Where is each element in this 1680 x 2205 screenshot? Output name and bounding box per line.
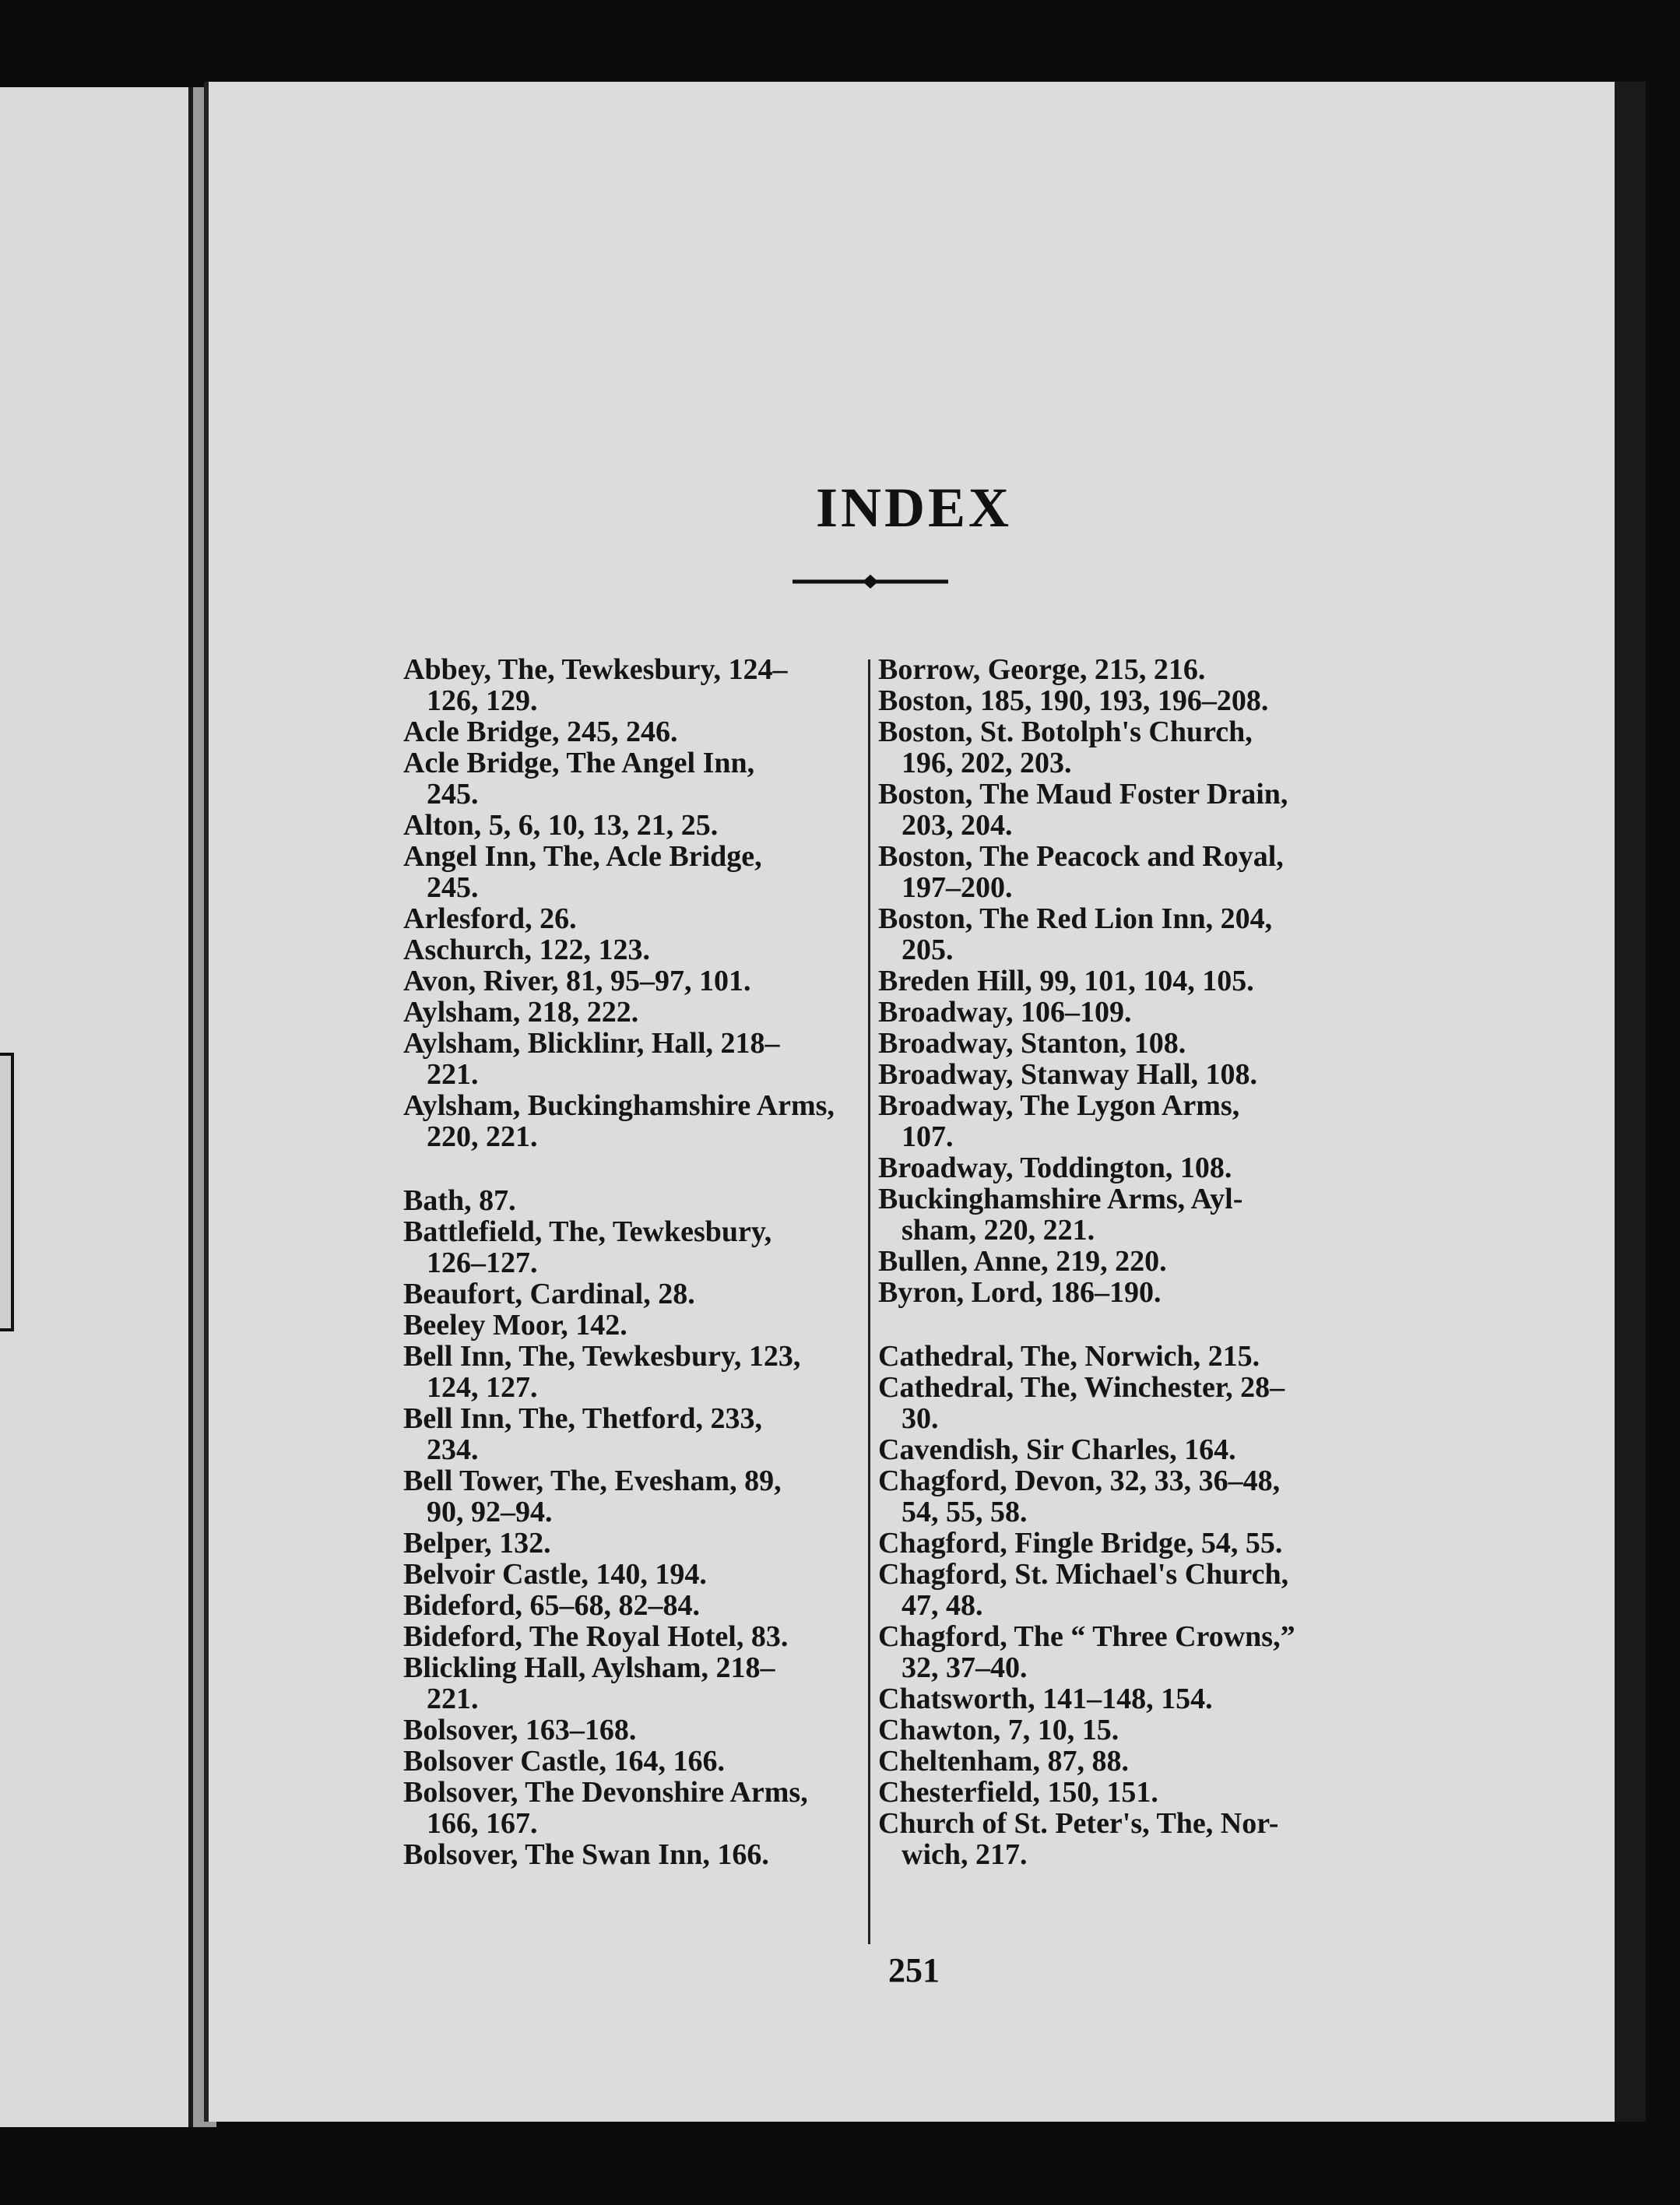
index-entry-continuation: 54, 55, 58. [902, 1496, 1028, 1528]
index-entry-text: Beeley Moor, 142. [403, 1309, 627, 1342]
index-entry [878, 997, 1345, 1028]
index-entry [403, 1559, 863, 1590]
divider-ornament-icon [793, 570, 948, 593]
index-entry-text: Chawton, 7, 10, 15. [878, 1714, 1119, 1746]
index-entry-text: Broadway, Stanton, 108. [878, 1027, 1186, 1060]
index-entry [403, 1090, 863, 1152]
index-entry-text: Chatsworth, 141–148, 154. [878, 1683, 1213, 1715]
index-entry-text: Aylsham, Buckinghamshire Arms, [403, 1089, 835, 1122]
index-entry-continuation: 126–127. [427, 1247, 538, 1279]
index-entry-text: Cheltenham, 87, 88. [878, 1745, 1129, 1778]
index-entry [878, 1683, 1345, 1714]
index-entry-text: Chagford, Devon, 32, 33, 36–48, [878, 1465, 1281, 1497]
index-entry [878, 1059, 1345, 1090]
index-entry [878, 1528, 1345, 1559]
page-number: 251 [888, 1951, 940, 1989]
index-entry-text: Bell Inn, The, Thetford, 233, [403, 1402, 763, 1435]
section-gap [878, 1308, 1345, 1341]
page-title: INDEX [815, 477, 1013, 539]
index-entry-text: Boston, St. Botolph's Church, [878, 716, 1253, 748]
index-entry-text: Boston, 185, 190, 193, 196–208. [878, 684, 1269, 717]
index-entry-text: Arlesford, 26. [403, 902, 577, 935]
index-entry [878, 1246, 1345, 1277]
index-entry [403, 903, 863, 934]
index-entry-text: Belvoir Castle, 140, 194. [403, 1558, 707, 1591]
index-entry-text: Bolsover Castle, 164, 166. [403, 1745, 726, 1778]
index-entry [878, 1434, 1345, 1465]
index-entry [878, 1714, 1345, 1746]
index-entry [878, 1372, 1345, 1434]
index-entry-text: Buckinghamshire Arms, Ayl- [878, 1183, 1243, 1215]
index-entry-continuation: 124, 127. [427, 1371, 538, 1404]
index-entry-text: Bath, 87. [403, 1184, 516, 1217]
index-entry-text: Breden Hill, 99, 101, 104, 105. [878, 965, 1254, 997]
index-page [204, 82, 1619, 2122]
index-entry-continuation: 203, 204. [902, 809, 1013, 842]
index-entry [403, 1278, 863, 1310]
index-entry-continuation: 205. [902, 934, 954, 966]
index-entry-text: Bideford, The Royal Hotel, 83. [403, 1620, 789, 1653]
index-entry [403, 1621, 863, 1652]
index-entry-text: Byron, Lord, 186–190. [878, 1276, 1162, 1309]
index-entry [403, 1777, 863, 1839]
index-entry-text: Church of St. Peter's, The, Nor- [878, 1807, 1279, 1840]
index-entry [403, 1839, 863, 1870]
index-entry-text: Blickling Hall, Aylsham, 218– [403, 1651, 775, 1684]
index-entry-continuation: 221. [427, 1683, 479, 1715]
index-entry [403, 1746, 863, 1777]
index-entry [403, 997, 863, 1028]
index-entry-continuation: 32, 37–40. [902, 1651, 1028, 1684]
index-column-right [878, 654, 1345, 1870]
index-entry-continuation: 245. [427, 871, 479, 904]
column-divider [868, 659, 870, 1944]
index-entry-continuation: 220, 221. [427, 1120, 538, 1153]
index-entry-text: Acle Bridge, The Angel Inn, [403, 747, 755, 779]
index-entry [878, 1465, 1345, 1528]
index-entry-text: Bideford, 65–68, 82–84. [403, 1589, 701, 1622]
index-entry [878, 965, 1345, 997]
index-entry [403, 1185, 863, 1216]
index-entry-text: Acle Bridge, 245, 246. [403, 716, 678, 748]
index-column-left [403, 654, 863, 1870]
index-entry-text: Broadway, 106–109. [878, 996, 1132, 1029]
index-entry [878, 1746, 1345, 1777]
index-entry-text: Bolsover, The Devonshire Arms, [403, 1776, 808, 1809]
index-entry [403, 810, 863, 841]
index-entry [403, 654, 863, 716]
index-entry-text: Bolsover, The Swan Inn, 166. [403, 1838, 769, 1871]
index-entry [403, 934, 863, 965]
index-entry [878, 1152, 1345, 1183]
index-entry-continuation: 166, 167. [427, 1807, 538, 1840]
index-entry [878, 716, 1345, 779]
page-right-edge [1615, 82, 1646, 2122]
index-entry-continuation: sham, 220, 221. [902, 1214, 1095, 1247]
index-entry-text: Boston, The Red Lion Inn, 204, [878, 902, 1273, 935]
index-entry-continuation: 196, 202, 203. [902, 747, 1072, 779]
index-entry [403, 1590, 863, 1621]
index-entry [878, 1090, 1345, 1152]
index-entry [403, 716, 863, 747]
index-entry-continuation: 234. [427, 1433, 479, 1466]
index-entry-text: Borrow, George, 215, 216. [878, 653, 1206, 686]
index-entry [403, 747, 863, 810]
index-entry-text: Bell Tower, The, Evesham, 89, [403, 1465, 782, 1497]
index-entry-text: Chesterfield, 150, 151. [878, 1776, 1158, 1809]
index-entry-continuation: 126, 129. [427, 684, 538, 717]
index-entry [403, 1216, 863, 1278]
index-entry-text: Cavendish, Sir Charles, 164. [878, 1433, 1236, 1466]
index-entry-text: Angel Inn, The, Acle Bridge, [403, 840, 762, 873]
index-entry [878, 1808, 1345, 1870]
index-entry [878, 1183, 1345, 1246]
index-entry-text: Battlefield, The, Tewkesbury, [403, 1215, 772, 1248]
index-entry [878, 1277, 1345, 1308]
index-entry [878, 1777, 1345, 1808]
index-entry-text: Broadway, The Lygon Arms, [878, 1089, 1240, 1122]
index-entry-text: Bolsover, 163–168. [403, 1714, 637, 1746]
index-entry-text: Broadway, Stanway Hall, 108. [878, 1058, 1258, 1091]
index-entry [403, 1310, 863, 1341]
index-entry-continuation: wich, 217. [902, 1838, 1028, 1871]
index-entry-text: Boston, The Peacock and Royal, [878, 840, 1284, 873]
index-entry [403, 1652, 863, 1714]
index-entry-continuation: 107. [902, 1120, 954, 1153]
index-entry-text: Chagford, Fingle Bridge, 54, 55. [878, 1527, 1283, 1560]
index-entry-text: Beaufort, Cardinal, 28. [403, 1278, 695, 1310]
index-entry [878, 654, 1345, 685]
index-entry-text: Aylsham, 218, 222. [403, 996, 639, 1029]
index-entry-text: Chagford, St. Michael's Church, [878, 1558, 1289, 1591]
index-entry-text: Cathedral, The, Norwich, 215. [878, 1340, 1260, 1373]
index-entry [878, 1559, 1345, 1621]
index-entry-continuation: 245. [427, 778, 479, 811]
index-entry [403, 841, 863, 903]
index-entry-continuation: 30. [902, 1402, 939, 1435]
facing-page-edge [0, 87, 193, 2127]
index-entry-text: Boston, The Maud Foster Drain, [878, 778, 1288, 811]
index-entry [878, 841, 1345, 903]
index-entry-text: Chagford, The “ Three Crowns,” [878, 1620, 1295, 1653]
index-entry-text: Avon, River, 81, 95–97, 101. [403, 965, 751, 997]
index-entry-text: Alton, 5, 6, 10, 13, 21, 25. [403, 809, 719, 842]
page-tab-marker [0, 1053, 14, 1331]
index-entry-text: Aschurch, 122, 123. [403, 934, 651, 966]
index-entry [878, 779, 1345, 841]
index-entry [403, 1528, 863, 1559]
index-entry [403, 1714, 863, 1746]
index-entry-text: Abbey, The, Tewkesbury, 124– [403, 653, 788, 686]
index-entry-continuation: 197–200. [902, 871, 1013, 904]
index-entry [878, 685, 1345, 716]
index-entry [403, 965, 863, 997]
index-entry [878, 903, 1345, 965]
index-entry [878, 1621, 1345, 1683]
index-entry [403, 1403, 863, 1465]
index-entry-text: Cathedral, The, Winchester, 28– [878, 1371, 1285, 1404]
index-entry-text: Broadway, Toddington, 108. [878, 1152, 1232, 1184]
index-entry [403, 1028, 863, 1090]
index-entry-text: Bell Inn, The, Tewkesbury, 123, [403, 1340, 801, 1373]
section-gap [403, 1152, 863, 1185]
index-entry-text: Aylsham, Blicklinr, Hall, 218– [403, 1027, 780, 1060]
index-entry [878, 1341, 1345, 1372]
index-entry-text: Belper, 132. [403, 1527, 551, 1560]
index-entry-continuation: 90, 92–94. [427, 1496, 553, 1528]
index-entry-continuation: 47, 48. [902, 1589, 983, 1622]
index-entry [403, 1341, 863, 1403]
index-entry-continuation: 221. [427, 1058, 479, 1091]
index-entry [403, 1465, 863, 1528]
index-entry [878, 1028, 1345, 1059]
index-entry-text: Bullen, Anne, 219, 220. [878, 1245, 1167, 1278]
